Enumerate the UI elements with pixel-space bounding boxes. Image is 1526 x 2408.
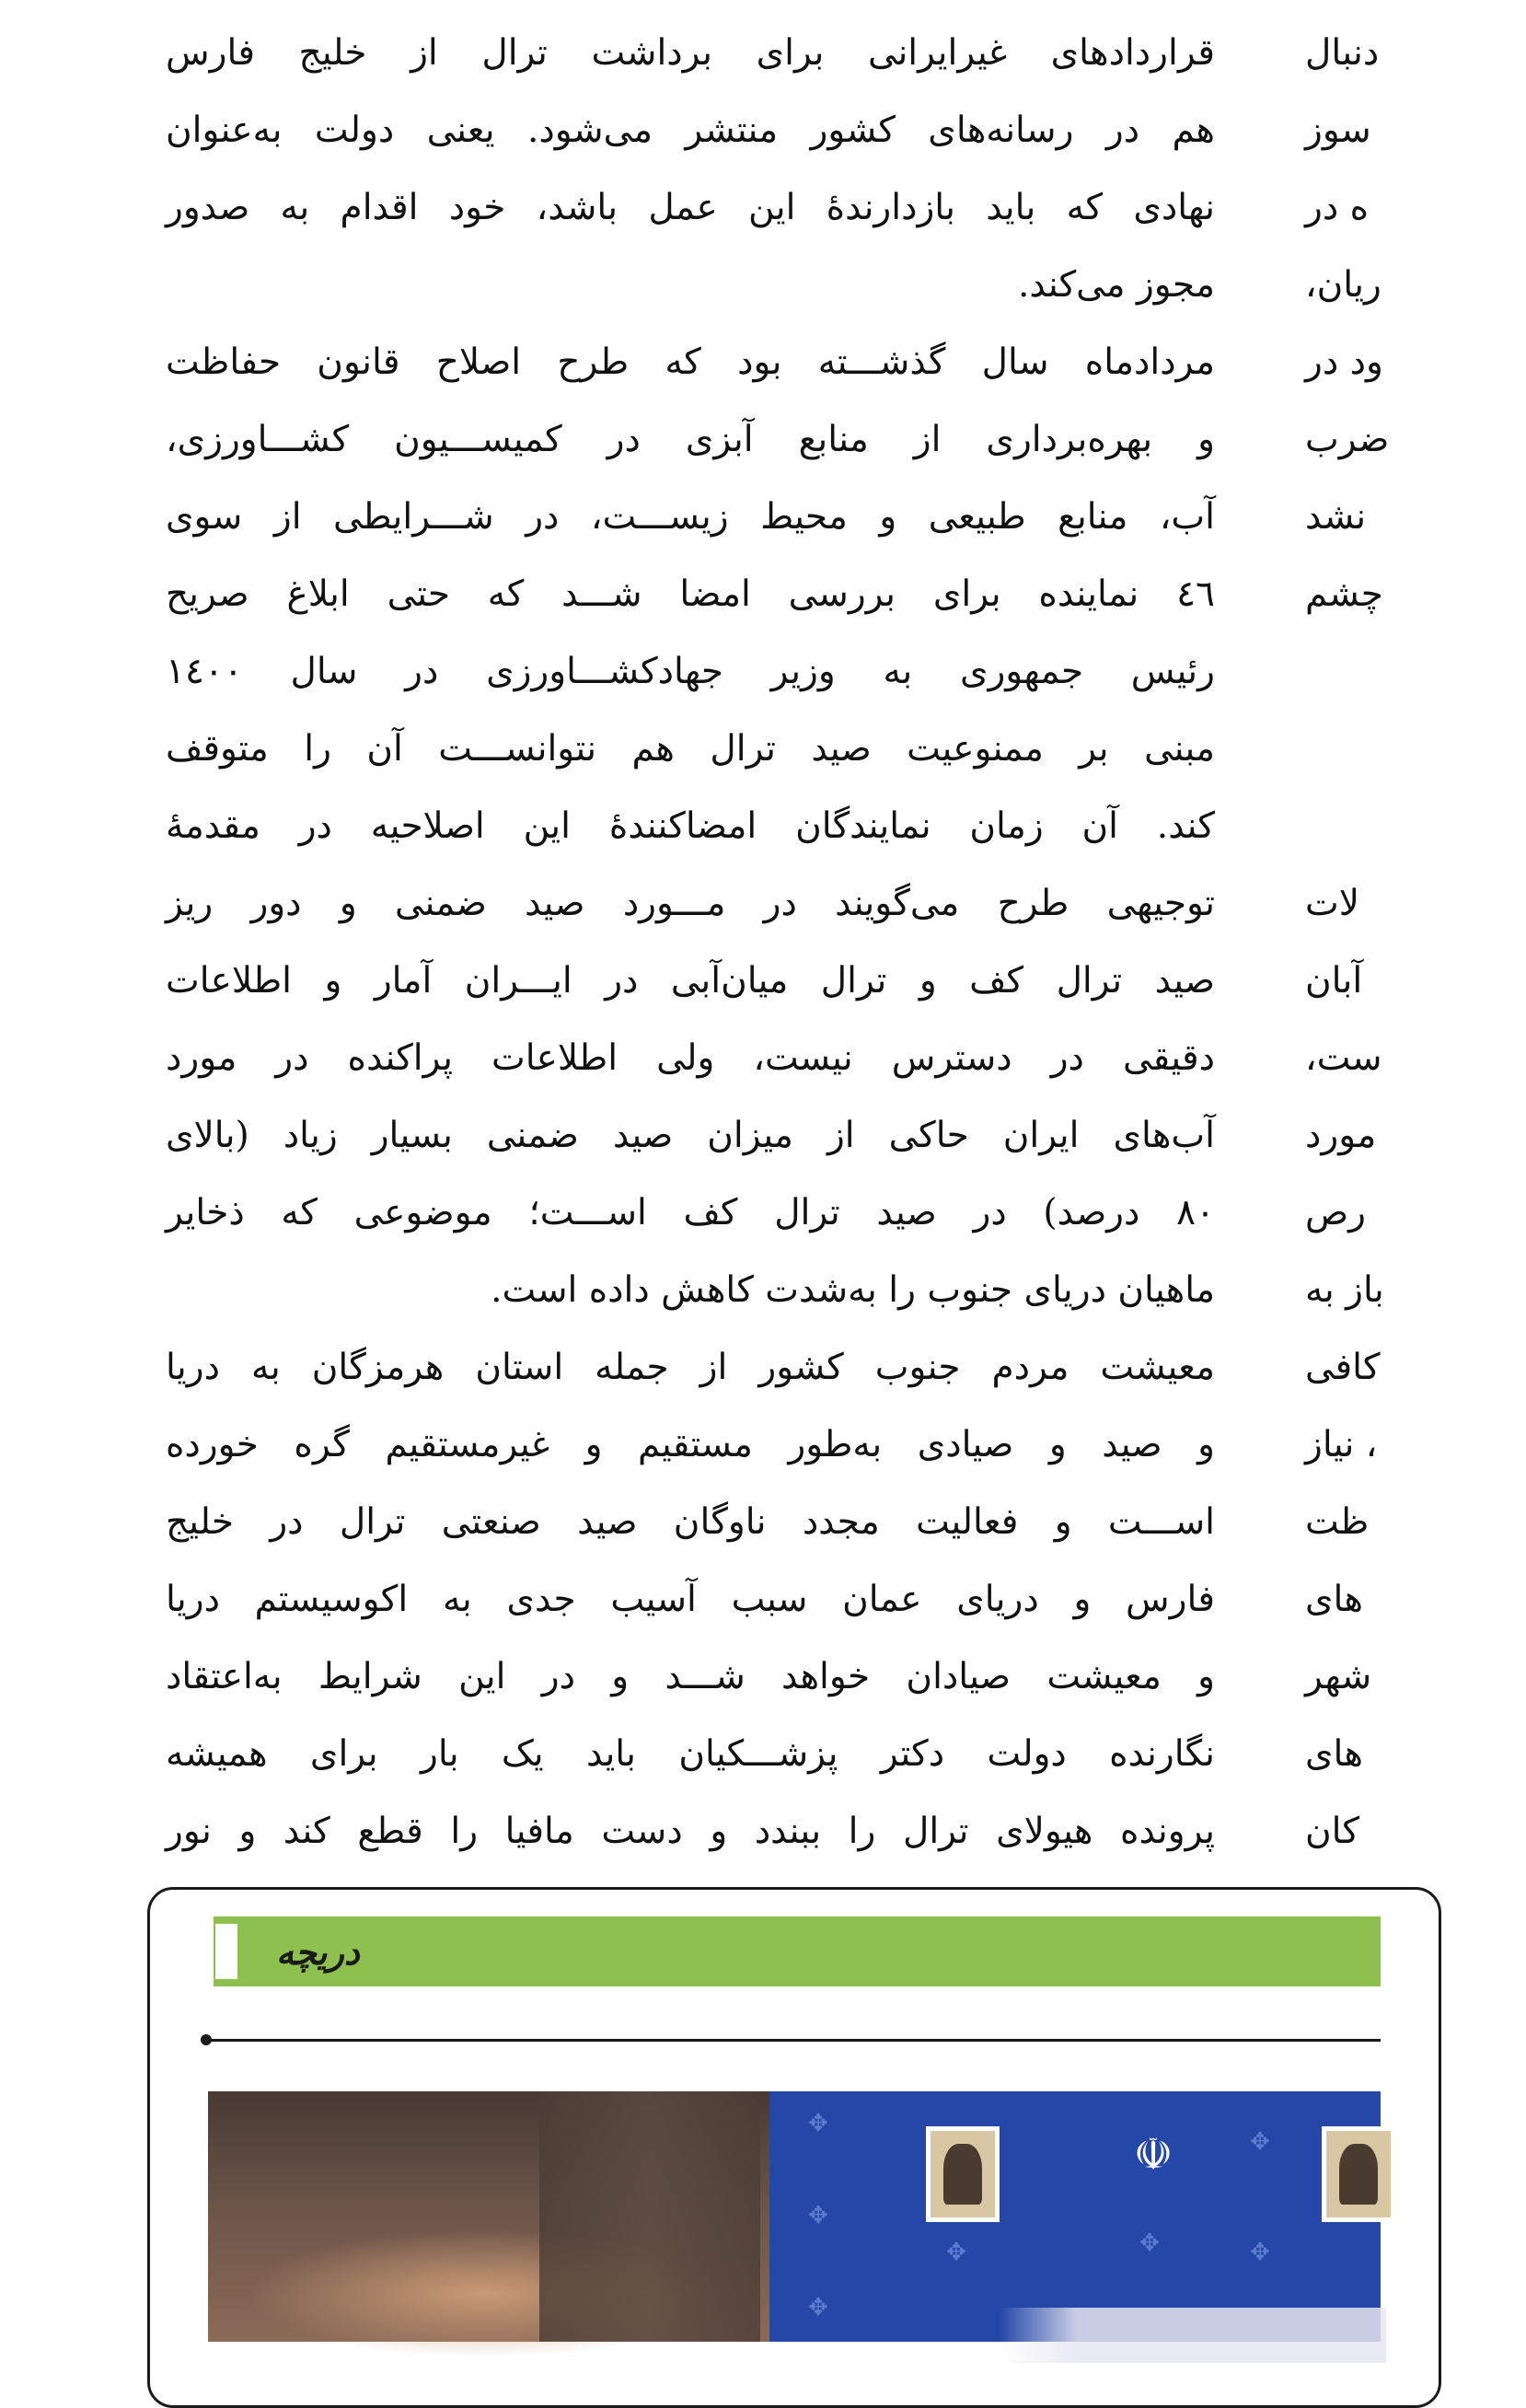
article-line: و صید و صیادی به‌طور مستقیم و غیرمستقیم گره خورده <box>166 1424 1215 1465</box>
photo-backdrop-banner <box>769 2091 1381 2342</box>
adjacent-column-fragment: نشد <box>1305 496 1367 538</box>
article-line: آب‌های ایران حاکی از میزان صید ضمنی بسیار زیاد (بالای <box>166 1115 1215 1156</box>
adjacent-column-fragment: لات <box>1305 883 1359 924</box>
banner-lettering <box>1000 2308 1386 2363</box>
adjacent-column-fragment: آبان <box>1305 960 1363 1001</box>
article-line: هم در رسانه‌های کشور منتشر می‌شود. یعنی دولت به‌عنوان <box>166 110 1215 151</box>
article-column <box>166 0 1215 1850</box>
adjacent-column-fragment: مورد <box>1305 1115 1377 1156</box>
adjacent-column-fragment: باز به <box>1305 1269 1384 1311</box>
emblem-logo-icon: ☫ <box>1133 2129 1173 2181</box>
portrait-figure <box>943 2144 982 2205</box>
article-line: معیشت مردم جنوب کشور از جمله استان هرمزگان به دریا <box>166 1347 1215 1388</box>
window-header-bar <box>214 1916 1381 1986</box>
window-divider <box>206 2039 1381 2042</box>
article-line: رئیس جمهوری به وزیر جهادکشـــاورزی در سال ١٤٠٠ <box>166 651 1215 692</box>
emblem-icon: ✥ <box>808 2294 828 2321</box>
adjacent-column-fragment: شهر <box>1305 1656 1372 1697</box>
article-line: نگارنده دولت دکتر پزشـــکیان باید یک بار برای همیشه <box>166 1733 1215 1775</box>
article-line: صید ترال کف و ترال میان‌آبی در ایـــران آمار و اطلاعات <box>166 960 1215 1001</box>
article-line: پرونده هیولای ترال را ببندد و دست مافیا را قطع کند و نور <box>166 1811 1215 1852</box>
window-divider-dot <box>201 2034 212 2045</box>
article-line: مبنی بر ممنوعیت صید ترال هم نتوانســـت آن را متوقف <box>166 728 1215 770</box>
adjacent-column <box>1289 0 1390 1852</box>
adjacent-column-fragment: دنبال <box>1305 32 1380 74</box>
window-photo <box>208 2091 1381 2342</box>
adjacent-column-fragment: ست، <box>1305 1037 1382 1079</box>
emblem-icon: ✥ <box>946 2239 966 2266</box>
adjacent-column-fragment: های <box>1305 1579 1363 1620</box>
adjacent-column-fragment: سوز <box>1305 110 1371 151</box>
adjacent-column-fragment: ود در <box>1305 342 1383 383</box>
emblem-icon: ✥ <box>1139 2229 1160 2257</box>
adjacent-column-fragment: ه در <box>1305 187 1370 228</box>
adjacent-column-fragment: چشم <box>1305 573 1383 615</box>
adjacent-column-fragment: کافی <box>1305 1347 1381 1388</box>
article-line: دقیقی در دسترس نیست، ولی اطلاعات پراکنده در مورد <box>166 1037 1215 1079</box>
window-header-tab <box>215 1924 241 1979</box>
article-line: ماهیان دریای جنوب را به‌شدت کاهش داده است. <box>491 1269 1215 1311</box>
article-line: آب، منابع طبیعی و محیط زیســـت، در شـــرایطی از سوی <box>166 496 1215 538</box>
article-line: کند. آن زمان نمایندگان امضاکنندهٔ این اصلاحیه در مقدمهٔ <box>166 805 1215 847</box>
portrait-figure <box>1339 2144 1378 2205</box>
emblem-icon: ✥ <box>1250 2128 1270 2156</box>
emblem-icon: ✥ <box>808 2202 828 2229</box>
portrait-frame <box>1322 2126 1395 2222</box>
article-line: و معیشت صیادان خواهد شـــد و در این شرایط به‌اعتقاد <box>166 1656 1215 1697</box>
portrait-frame <box>926 2126 1000 2222</box>
article-line: توجیهی طرح می‌گویند در مـــورد صید ضمنی و دور ریز <box>166 883 1215 924</box>
emblem-icon: ✥ <box>1250 2239 1270 2266</box>
adjacent-column-fragment: های <box>1305 1733 1363 1775</box>
article-line: اســـت و فعالیت مجدد ناوگان صید صنعتی ترال در خلیج <box>166 1501 1215 1543</box>
window-title: دریچه <box>276 1931 360 1973</box>
article-line: نهادی که باید بازدارندهٔ این عمل باشد، خود اقدام به صدور <box>166 187 1215 228</box>
adjacent-column-fragment: کان <box>1305 1811 1360 1852</box>
adjacent-column-fragment: ظت <box>1305 1501 1370 1543</box>
article-line: مجوز می‌کند. <box>1017 264 1215 306</box>
article-line: ٤٦ نماینده برای بررسی امضا شـــد که حتی ابلاغ صریح <box>166 573 1215 615</box>
article-line: و بهره‌برداری از منابع آبزی در کمیســـیون کشـــاورزی، <box>166 419 1215 460</box>
article-line: قراردادهای غیرایرانی برای برداشت ترال از خلیج فارس <box>166 32 1215 74</box>
article-line: فارس و دریای عمان سبب آسیب جدی به اکوسیستم دریا <box>166 1579 1215 1620</box>
adjacent-column-fragment: رص <box>1305 1192 1366 1233</box>
emblem-icon: ✥ <box>808 2110 828 2137</box>
article-line: ٨٠ درصد) در صید ترال کف اســـت؛ موضوعی که ذخایر <box>166 1192 1215 1233</box>
photo-foreground-object <box>539 2091 760 2342</box>
adjacent-column-fragment: ریان، <box>1305 264 1381 306</box>
article-line: مردادماه سال گذشـــته بود که طرح اصلاح قانون حفاظت <box>166 342 1215 383</box>
adjacent-column-fragment: ، نیاز <box>1305 1424 1378 1465</box>
adjacent-column-fragment: ضرب <box>1305 419 1390 460</box>
